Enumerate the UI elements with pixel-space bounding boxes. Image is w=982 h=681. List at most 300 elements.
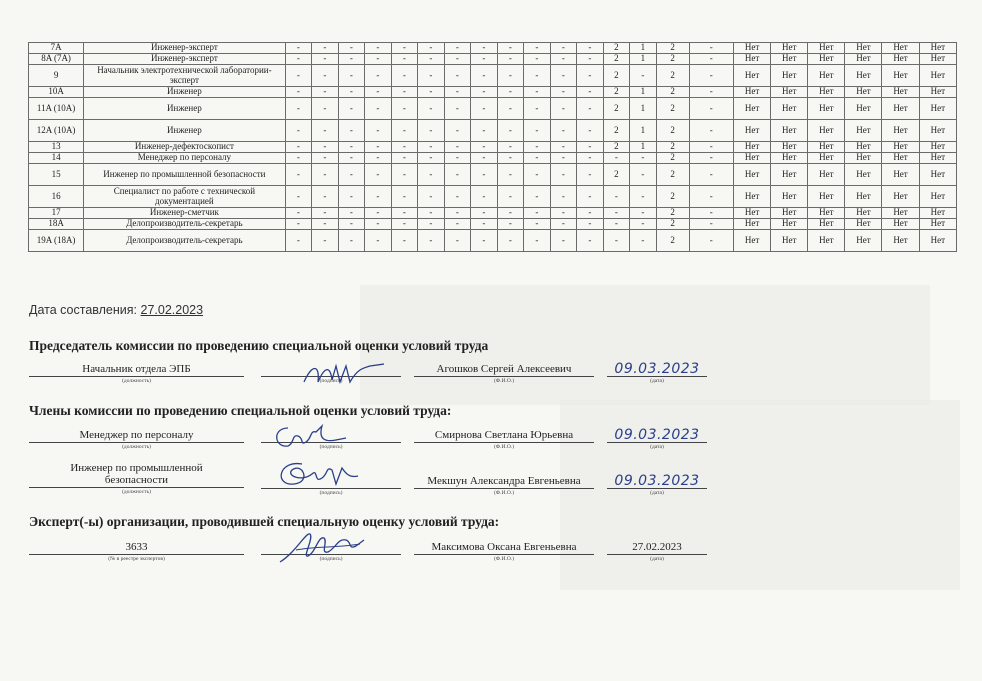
class-cell: - xyxy=(689,98,734,120)
flag-cell: Нет xyxy=(808,142,845,153)
member-1-position: Менеджер по персоналу xyxy=(29,428,244,443)
flag-cell: Нет xyxy=(919,120,956,142)
caption-position: (должность) xyxy=(122,489,151,495)
dash-cell: - xyxy=(471,98,498,120)
flag-cell: Нет xyxy=(734,87,771,98)
flag-cell: Нет xyxy=(919,219,956,230)
dash-cell: - xyxy=(524,164,551,186)
class-cell: - xyxy=(630,219,657,230)
dash-cell: - xyxy=(312,164,339,186)
row-title-cell: Делопроизводитель-секретарь xyxy=(84,230,286,252)
dash-cell: - xyxy=(471,208,498,219)
class-cell: - xyxy=(630,230,657,252)
dash-cell: - xyxy=(497,153,524,164)
flag-cell: Нет xyxy=(771,219,808,230)
dash-cell: - xyxy=(285,164,312,186)
dash-cell: - xyxy=(497,54,524,65)
dash-cell: - xyxy=(365,186,392,208)
dash-cell: - xyxy=(365,98,392,120)
class-cell: - xyxy=(603,208,630,219)
caption-signature: (подпись) xyxy=(319,378,343,384)
flag-cell: Нет xyxy=(808,98,845,120)
dash-cell: - xyxy=(577,219,604,230)
member-2-name-field xyxy=(414,474,594,497)
dash-cell: - xyxy=(338,186,365,208)
class-cell: - xyxy=(689,43,734,54)
table-row xyxy=(29,142,957,153)
flag-cell: Нет xyxy=(734,208,771,219)
flag-cell: Нет xyxy=(845,219,882,230)
chair-position-field xyxy=(29,362,244,385)
dash-cell: - xyxy=(444,164,471,186)
dash-cell: - xyxy=(312,65,339,87)
dash-cell: - xyxy=(312,120,339,142)
class-cell: - xyxy=(689,54,734,65)
dash-cell: - xyxy=(312,43,339,54)
caption-date: (дата) xyxy=(650,444,664,450)
flag-cell: Нет xyxy=(808,219,845,230)
dash-cell: - xyxy=(391,87,418,98)
member-2-signature-icon xyxy=(272,456,362,492)
row-number-cell: 14 xyxy=(29,153,84,164)
dash-cell: - xyxy=(312,87,339,98)
flag-cell: Нет xyxy=(771,186,808,208)
dash-cell: - xyxy=(471,186,498,208)
flag-cell: Нет xyxy=(882,98,919,120)
row-number-cell: 13 xyxy=(29,142,84,153)
dash-cell: - xyxy=(365,164,392,186)
row-title-cell: Инженер-эксперт xyxy=(84,54,286,65)
expert-reg-field xyxy=(29,540,244,563)
row-title-cell: Инженер xyxy=(84,120,286,142)
dash-cell: - xyxy=(550,54,577,65)
dash-cell: - xyxy=(497,43,524,54)
dash-cell: - xyxy=(524,219,551,230)
flag-cell: Нет xyxy=(771,153,808,164)
class-cell: 2 xyxy=(656,43,689,54)
dash-cell: - xyxy=(444,186,471,208)
chair-date: 09.03.2023 xyxy=(607,362,707,377)
flag-cell: Нет xyxy=(845,230,882,252)
table-row xyxy=(29,219,957,230)
dash-cell: - xyxy=(577,54,604,65)
dash-cell: - xyxy=(285,98,312,120)
dash-cell: - xyxy=(338,142,365,153)
dash-cell: - xyxy=(285,87,312,98)
dash-cell: - xyxy=(497,208,524,219)
dash-cell: - xyxy=(444,120,471,142)
dash-cell: - xyxy=(550,120,577,142)
flag-cell: Нет xyxy=(845,164,882,186)
dash-cell: - xyxy=(391,208,418,219)
dash-cell: - xyxy=(338,120,365,142)
class-cell: - xyxy=(630,208,657,219)
row-number-cell: 11A (10A) xyxy=(29,98,84,120)
dash-cell: - xyxy=(391,142,418,153)
row-number-cell: 19A (18A) xyxy=(29,230,84,252)
dash-cell: - xyxy=(338,208,365,219)
dash-cell: - xyxy=(577,230,604,252)
dash-cell: - xyxy=(365,54,392,65)
caption-fio: (Ф.И.О.) xyxy=(493,378,515,384)
flag-cell: Нет xyxy=(919,98,956,120)
dash-cell: - xyxy=(391,65,418,87)
dash-cell: - xyxy=(577,65,604,87)
class-cell: 2 xyxy=(656,153,689,164)
flag-cell: Нет xyxy=(734,98,771,120)
class-cell: - xyxy=(630,153,657,164)
flag-cell: Нет xyxy=(734,230,771,252)
flag-cell: Нет xyxy=(919,208,956,219)
dash-cell: - xyxy=(285,43,312,54)
flag-cell: Нет xyxy=(771,65,808,87)
dash-cell: - xyxy=(471,87,498,98)
dash-cell: - xyxy=(550,230,577,252)
dash-cell: - xyxy=(471,54,498,65)
flag-cell: Нет xyxy=(919,43,956,54)
dash-cell: - xyxy=(312,98,339,120)
dash-cell: - xyxy=(285,153,312,164)
dash-cell: - xyxy=(471,219,498,230)
flag-cell: Нет xyxy=(734,120,771,142)
caption-signature: (подпись) xyxy=(319,556,343,562)
class-cell: - xyxy=(689,153,734,164)
dash-cell: - xyxy=(418,98,445,120)
dash-cell: - xyxy=(312,230,339,252)
dash-cell: - xyxy=(312,54,339,65)
dash-cell: - xyxy=(444,65,471,87)
dash-cell: - xyxy=(577,142,604,153)
flag-cell: Нет xyxy=(882,54,919,65)
dash-cell: - xyxy=(444,208,471,219)
expert-reg-number: 3633 xyxy=(29,540,244,555)
dash-cell: - xyxy=(338,230,365,252)
dash-cell: - xyxy=(365,153,392,164)
class-cell: 2 xyxy=(603,43,630,54)
class-cell: - xyxy=(689,208,734,219)
row-title-cell: Инженер-сметчик xyxy=(84,208,286,219)
flag-cell: Нет xyxy=(734,54,771,65)
flag-cell: Нет xyxy=(771,208,808,219)
compile-date-line xyxy=(29,303,203,317)
flag-cell: Нет xyxy=(845,65,882,87)
dash-cell: - xyxy=(550,142,577,153)
dash-cell: - xyxy=(312,219,339,230)
dash-cell: - xyxy=(550,219,577,230)
dash-cell: - xyxy=(418,208,445,219)
dash-cell: - xyxy=(444,54,471,65)
flag-cell: Нет xyxy=(808,230,845,252)
dash-cell: - xyxy=(365,43,392,54)
member-1-signature-row xyxy=(29,428,749,458)
flag-cell: Нет xyxy=(845,186,882,208)
dash-cell: - xyxy=(312,153,339,164)
table-row xyxy=(29,43,957,54)
row-number-cell: 18A xyxy=(29,219,84,230)
dash-cell: - xyxy=(550,164,577,186)
member-1-signature-icon xyxy=(270,422,350,452)
table-row xyxy=(29,230,957,252)
class-cell: - xyxy=(603,186,630,208)
dash-cell: - xyxy=(550,208,577,219)
class-cell: - xyxy=(630,164,657,186)
dash-cell: - xyxy=(550,186,577,208)
class-cell: 2 xyxy=(656,54,689,65)
row-number-cell: 16 xyxy=(29,186,84,208)
dash-cell: - xyxy=(497,98,524,120)
dash-cell: - xyxy=(365,219,392,230)
class-cell: 2 xyxy=(656,208,689,219)
flag-cell: Нет xyxy=(808,43,845,54)
class-cell: 2 xyxy=(603,98,630,120)
row-number-cell: 12A (10A) xyxy=(29,120,84,142)
member-2-date-field xyxy=(607,474,707,497)
flag-cell: Нет xyxy=(919,153,956,164)
flag-cell: Нет xyxy=(771,87,808,98)
class-cell: 2 xyxy=(603,54,630,65)
flag-cell: Нет xyxy=(919,142,956,153)
dash-cell: - xyxy=(391,153,418,164)
table-row xyxy=(29,153,957,164)
member-2-position-line-1: Инженер по промышленной xyxy=(70,462,203,474)
class-cell: 1 xyxy=(630,142,657,153)
caption-reg: (№ в реестре экспертов) xyxy=(108,556,165,562)
dash-cell: - xyxy=(524,54,551,65)
dash-cell: - xyxy=(338,164,365,186)
dash-cell: - xyxy=(524,208,551,219)
dash-cell: - xyxy=(365,230,392,252)
dash-cell: - xyxy=(391,43,418,54)
caption-position: (должность) xyxy=(122,444,151,450)
dash-cell: - xyxy=(365,142,392,153)
dash-cell: - xyxy=(524,98,551,120)
dash-cell: - xyxy=(524,153,551,164)
dash-cell: - xyxy=(418,219,445,230)
member-2-name: Мекшун Александра Евгеньевна xyxy=(414,474,594,489)
dash-cell: - xyxy=(338,54,365,65)
class-cell: 2 xyxy=(656,120,689,142)
member-2-signature-row xyxy=(29,462,749,498)
dash-cell: - xyxy=(285,65,312,87)
dash-cell: - xyxy=(577,164,604,186)
flag-cell: Нет xyxy=(882,65,919,87)
dash-cell: - xyxy=(444,219,471,230)
class-cell: - xyxy=(689,142,734,153)
dash-cell: - xyxy=(365,120,392,142)
dash-cell: - xyxy=(471,153,498,164)
row-title-cell: Инженер xyxy=(84,87,286,98)
class-cell: 2 xyxy=(603,65,630,87)
flag-cell: Нет xyxy=(919,87,956,98)
flag-cell: Нет xyxy=(808,208,845,219)
class-cell: - xyxy=(689,164,734,186)
flag-cell: Нет xyxy=(734,186,771,208)
dash-cell: - xyxy=(338,153,365,164)
class-cell: - xyxy=(689,120,734,142)
class-cell: - xyxy=(603,230,630,252)
row-number-cell: 17 xyxy=(29,208,84,219)
dash-cell: - xyxy=(577,208,604,219)
dash-cell: - xyxy=(418,43,445,54)
chair-signature-icon xyxy=(300,360,390,390)
dash-cell: - xyxy=(391,186,418,208)
dash-cell: - xyxy=(365,65,392,87)
dash-cell: - xyxy=(444,98,471,120)
caption-date: (дата) xyxy=(650,490,664,496)
chair-date-field xyxy=(607,362,707,385)
flag-cell: Нет xyxy=(845,142,882,153)
member-1-date: 09.03.2023 xyxy=(607,428,707,443)
dash-cell: - xyxy=(444,230,471,252)
flag-cell: Нет xyxy=(845,208,882,219)
flag-cell: Нет xyxy=(882,208,919,219)
dash-cell: - xyxy=(312,208,339,219)
dash-cell: - xyxy=(285,208,312,219)
class-cell: 2 xyxy=(603,142,630,153)
row-number-cell: 8A (7A) xyxy=(29,54,84,65)
row-title-cell: Делопроизводитель-секретарь xyxy=(84,219,286,230)
dash-cell: - xyxy=(471,43,498,54)
class-cell: 1 xyxy=(630,120,657,142)
dash-cell: - xyxy=(471,120,498,142)
caption-fio: (Ф.И.О.) xyxy=(493,490,515,496)
flag-cell: Нет xyxy=(882,87,919,98)
caption-position: (должность) xyxy=(122,378,151,384)
flag-cell: Нет xyxy=(734,43,771,54)
dash-cell: - xyxy=(577,98,604,120)
dash-cell: - xyxy=(524,142,551,153)
flag-cell: Нет xyxy=(734,65,771,87)
flag-cell: Нет xyxy=(808,120,845,142)
class-cell: 1 xyxy=(630,54,657,65)
flag-cell: Нет xyxy=(845,87,882,98)
table-row xyxy=(29,208,957,219)
dash-cell: - xyxy=(418,120,445,142)
flag-cell: Нет xyxy=(771,164,808,186)
dash-cell: - xyxy=(471,65,498,87)
flag-cell: Нет xyxy=(771,120,808,142)
table-row xyxy=(29,54,957,65)
class-cell: - xyxy=(689,186,734,208)
flag-cell: Нет xyxy=(771,54,808,65)
class-cell: 2 xyxy=(603,164,630,186)
flag-cell: Нет xyxy=(845,120,882,142)
dash-cell: - xyxy=(577,153,604,164)
flag-cell: Нет xyxy=(919,54,956,65)
flag-cell: Нет xyxy=(771,230,808,252)
dash-cell: - xyxy=(577,43,604,54)
row-number-cell: 9 xyxy=(29,65,84,87)
class-cell: 2 xyxy=(656,219,689,230)
flag-cell: Нет xyxy=(771,142,808,153)
class-cell: 1 xyxy=(630,43,657,54)
dash-cell: - xyxy=(577,87,604,98)
member-1-position-field xyxy=(29,428,244,451)
class-cell: 2 xyxy=(656,230,689,252)
dash-cell: - xyxy=(550,43,577,54)
dash-cell: - xyxy=(497,219,524,230)
dash-cell: - xyxy=(524,186,551,208)
chair-position: Начальник отдела ЭПБ xyxy=(29,362,244,377)
flag-cell: Нет xyxy=(882,230,919,252)
caption-signature: (подпись) xyxy=(319,444,343,450)
table-row xyxy=(29,120,957,142)
class-cell: 2 xyxy=(656,87,689,98)
flag-cell: Нет xyxy=(919,164,956,186)
dash-cell: - xyxy=(391,54,418,65)
dash-cell: - xyxy=(577,186,604,208)
dash-cell: - xyxy=(524,87,551,98)
dash-cell: - xyxy=(418,153,445,164)
flag-cell: Нет xyxy=(882,164,919,186)
dash-cell: - xyxy=(338,219,365,230)
dash-cell: - xyxy=(524,230,551,252)
class-cell: 2 xyxy=(656,164,689,186)
row-number-cell: 10A xyxy=(29,87,84,98)
compile-date-value: 27.02.2023 xyxy=(140,303,204,317)
dash-cell: - xyxy=(418,65,445,87)
chair-name: Агошков Сергей Алексеевич xyxy=(414,362,594,377)
flag-cell: Нет xyxy=(808,54,845,65)
class-cell: - xyxy=(630,65,657,87)
flag-cell: Нет xyxy=(882,120,919,142)
dash-cell: - xyxy=(497,164,524,186)
flag-cell: Нет xyxy=(734,164,771,186)
dash-cell: - xyxy=(338,65,365,87)
dash-cell: - xyxy=(338,87,365,98)
dash-cell: - xyxy=(497,230,524,252)
flag-cell: Нет xyxy=(882,43,919,54)
flag-cell: Нет xyxy=(734,153,771,164)
class-cell: 2 xyxy=(656,98,689,120)
dash-cell: - xyxy=(524,120,551,142)
dash-cell: - xyxy=(550,65,577,87)
dash-cell: - xyxy=(524,65,551,87)
flag-cell: Нет xyxy=(734,142,771,153)
dash-cell: - xyxy=(418,230,445,252)
dash-cell: - xyxy=(524,43,551,54)
expert-name-field xyxy=(414,540,594,563)
dash-cell: - xyxy=(418,87,445,98)
table-row xyxy=(29,65,957,87)
flag-cell: Нет xyxy=(771,43,808,54)
member-1-name-field xyxy=(414,428,594,451)
flag-cell: Нет xyxy=(845,153,882,164)
flag-cell: Нет xyxy=(808,153,845,164)
results-table-body xyxy=(29,43,957,252)
dash-cell: - xyxy=(497,142,524,153)
dash-cell: - xyxy=(285,230,312,252)
dash-cell: - xyxy=(338,98,365,120)
class-cell: 1 xyxy=(630,98,657,120)
table-row xyxy=(29,87,957,98)
dash-cell: - xyxy=(391,230,418,252)
dash-cell: - xyxy=(418,186,445,208)
class-cell: - xyxy=(689,65,734,87)
expert-date: 27.02.2023 xyxy=(607,540,707,555)
dash-cell: - xyxy=(285,120,312,142)
dash-cell: - xyxy=(365,87,392,98)
class-cell: 2 xyxy=(603,120,630,142)
row-title-cell: Менеджер по персоналу xyxy=(84,153,286,164)
table-row xyxy=(29,186,957,208)
flag-cell: Нет xyxy=(845,98,882,120)
class-cell: - xyxy=(603,219,630,230)
class-cell: - xyxy=(630,186,657,208)
member-2-position-field xyxy=(29,462,244,496)
expert-signature-row xyxy=(29,540,749,570)
row-title-cell: Начальник электротехнической лаборатории-эксперт xyxy=(84,65,286,87)
